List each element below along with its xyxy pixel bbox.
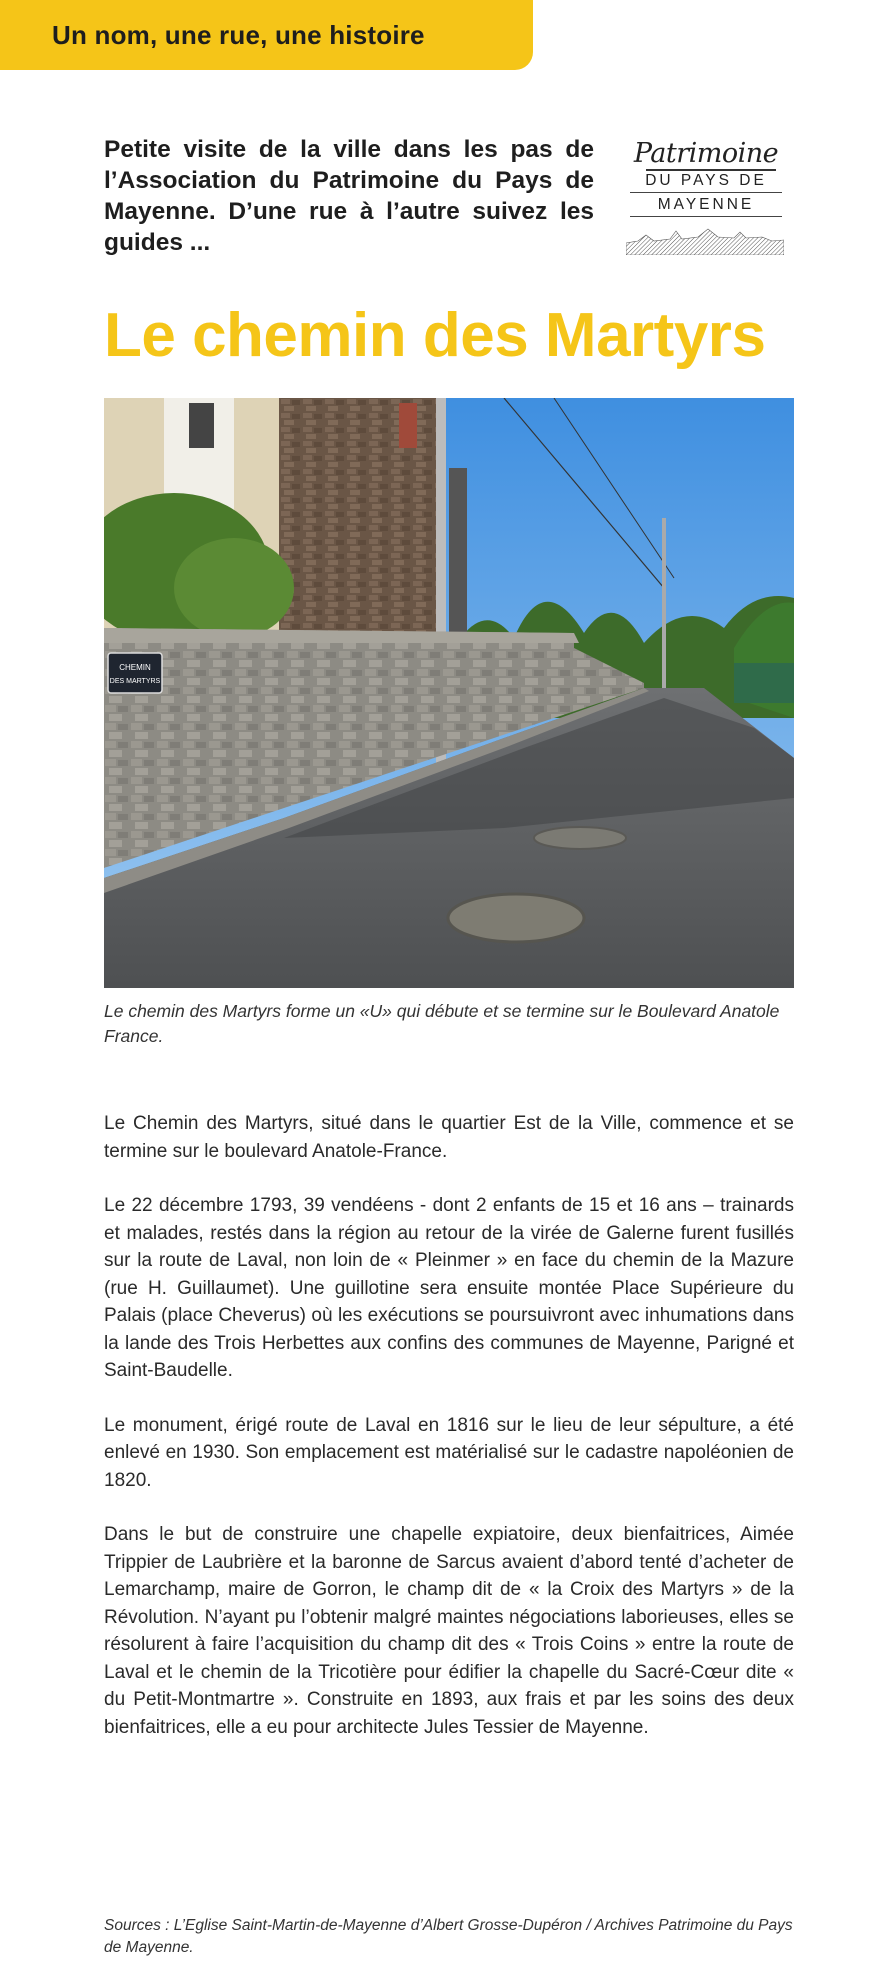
section-banner [0,0,533,70]
photo-caption: Le chemin des Martyrs forme un «U» qui débute et se termine sur le Boulevard Anatole France. [104,1001,780,1046]
town-skyline-icon [626,225,784,255]
paragraph-4: Dans le but de construire une chapelle expiatoire, deux bienfaitrices, Aimée Trippier de Laubrière et la baronne de Sarcus avaient d’abord tenté d’acheter de Lemarchamp, maire de Gorron, le champ dit de « la Croix des Martyrs » de la Révolution. N’ayant pu l’obtenir malgré maintes négociations laborieuses, elles se résolurent à faire l’acquisition du champ dit des « Trois Coins » entre la route de Laval et le chemin de la Tricotière pour édifier la chapelle du Sacré-Cœur dite « du Petit-Montmartre ». Construite en 1893, aux frais et par les soins des deux bienfaitrices, elle a eu pour architecte Jules Tessier de Mayenne. [104,1524,794,1738]
street-photo [104,398,794,988]
article-body [104,1110,794,1768]
street-sign-line-1: CHEMIN [119,663,151,672]
street-sign-line-2: DES MARTYRS [109,678,161,685]
paragraph-3: Le monument, érigé route de Laval en 1816 sur le lieu de leur sépulture, a été enlevé en 1930. Son emplacement est matérialisé sur le cadastre napoléonien de 1820. [104,1414,794,1491]
street-photo-illustration [104,398,794,988]
article-headline: Le chemin des Martyrs [104,301,766,370]
patrimoine-logo [626,138,786,276]
logo-script-text: Patrimoine [633,138,779,169]
paragraph-2: Le 22 décembre 1793, 39 vendéens - dont 2 enfants de 15 et 16 ans – trainards et malades, restés dans la région au retour de la virée de Galerne furent fusillés sur la route de Laval, non loin de « Pleinmer » en face du chemin de la Mazure (rue H. Guillaumet). Une guillotine sera ensuite montée Place Supérieure du Palais (place Cheverus) où les exécutions se poursuivront avec inhumations dans la lande des Trois Herbettes aux confins des communes de Mayenne, Parigné et Saint-Baudelle. [104,1195,794,1381]
paragraph-1: Le Chemin des Martyrs, situé dans le quartier Est de la Ville, commence et se termine sur le boulevard Anatole-France. [104,1113,794,1162]
logo-line-1: DU PAYS DE [645,172,767,189]
logo-line-2: MAYENNE [657,196,755,213]
sources-note: Sources : L’Eglise Saint-Martin-de-Mayenne d’Albert Grosse-Dupéron / Archives Patrimoine du Pays de Mayenne. [104,1917,793,1956]
banner-title: Un nom, une rue, une histoire [52,19,425,50]
intro-text: Petite visite de la ville dans les pas de l’Association du Patrimoine du Pays de Mayenne. D’une rue à l’autre suivez les guides ... [104,136,594,256]
